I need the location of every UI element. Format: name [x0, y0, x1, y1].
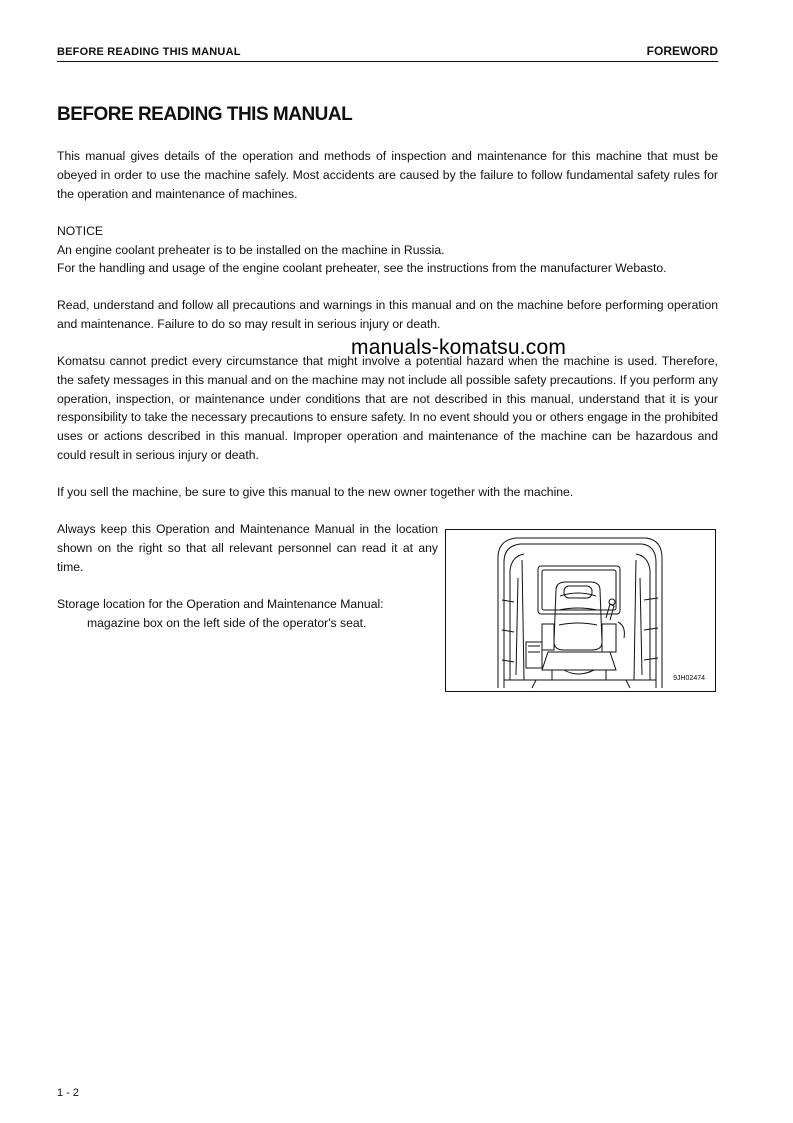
komatsu-cannot-paragraph: Komatsu cannot predict every circumstance that might involve a potential hazard when the machine is used. Therefore, the safety messages in this manual and on the machine may not include all possible safety precautions. If you perform any operation, inspection, or maintenance under conditions that are not described in this manual, understand that it is your responsibility to take the necessary precautions to ensure safety. In no event should you or others engage in the prohibited uses or actions described in this manual. Improper operation and maintenance of the machine can be hazardous and could result in serious injury or death.	[57, 354, 718, 462]
header-section-title: BEFORE READING THIS MANUAL	[57, 46, 241, 58]
notice-line-2: For the handling and usage of the engine coolant preheater, see the instructions from the manufacturer Webasto.	[57, 261, 667, 275]
keep-manual-paragraph: Always keep this Operation and Maintenance Manual in the location shown on the right so that all relevant personnel can read it at any time.	[57, 522, 438, 574]
operator-cab-illustration-icon	[446, 530, 717, 693]
sell-machine-paragraph: If you sell the machine, be sure to give this manual to the new owner together with the machine.	[57, 485, 574, 499]
page-number: 1 - 2	[57, 1087, 80, 1099]
figure-code: 9JH02474	[673, 675, 705, 682]
read-understand-paragraph: Read, understand and follow all precautions and warnings in this manual and on the machine before performing operation and maintenance. Failure to do so may result in serious injury or death.	[57, 298, 718, 331]
page-title: BEFORE READING THIS MANUAL	[57, 104, 353, 125]
header-chapter: FOREWORD	[646, 44, 718, 58]
storage-location: magazine box on the left side of the operator's seat.	[87, 616, 367, 630]
header-rule	[57, 61, 718, 62]
watermark: manuals-komatsu.com	[351, 336, 567, 359]
notice-title: NOTICE	[57, 224, 104, 238]
notice-line-1: An engine coolant preheater is to be installed on the machine in Russia.	[57, 243, 445, 257]
storage-label: Storage location for the Operation and Maintenance Manual:	[57, 597, 384, 611]
cab-figure	[445, 529, 716, 692]
intro-paragraph: This manual gives details of the operation and methods of inspection and maintenance for this machine that must be obeyed in order to use the machine safely. Most accidents are caused by the failure to follow fundamental safety rules for the operation and maintenance of machines.	[57, 149, 718, 201]
